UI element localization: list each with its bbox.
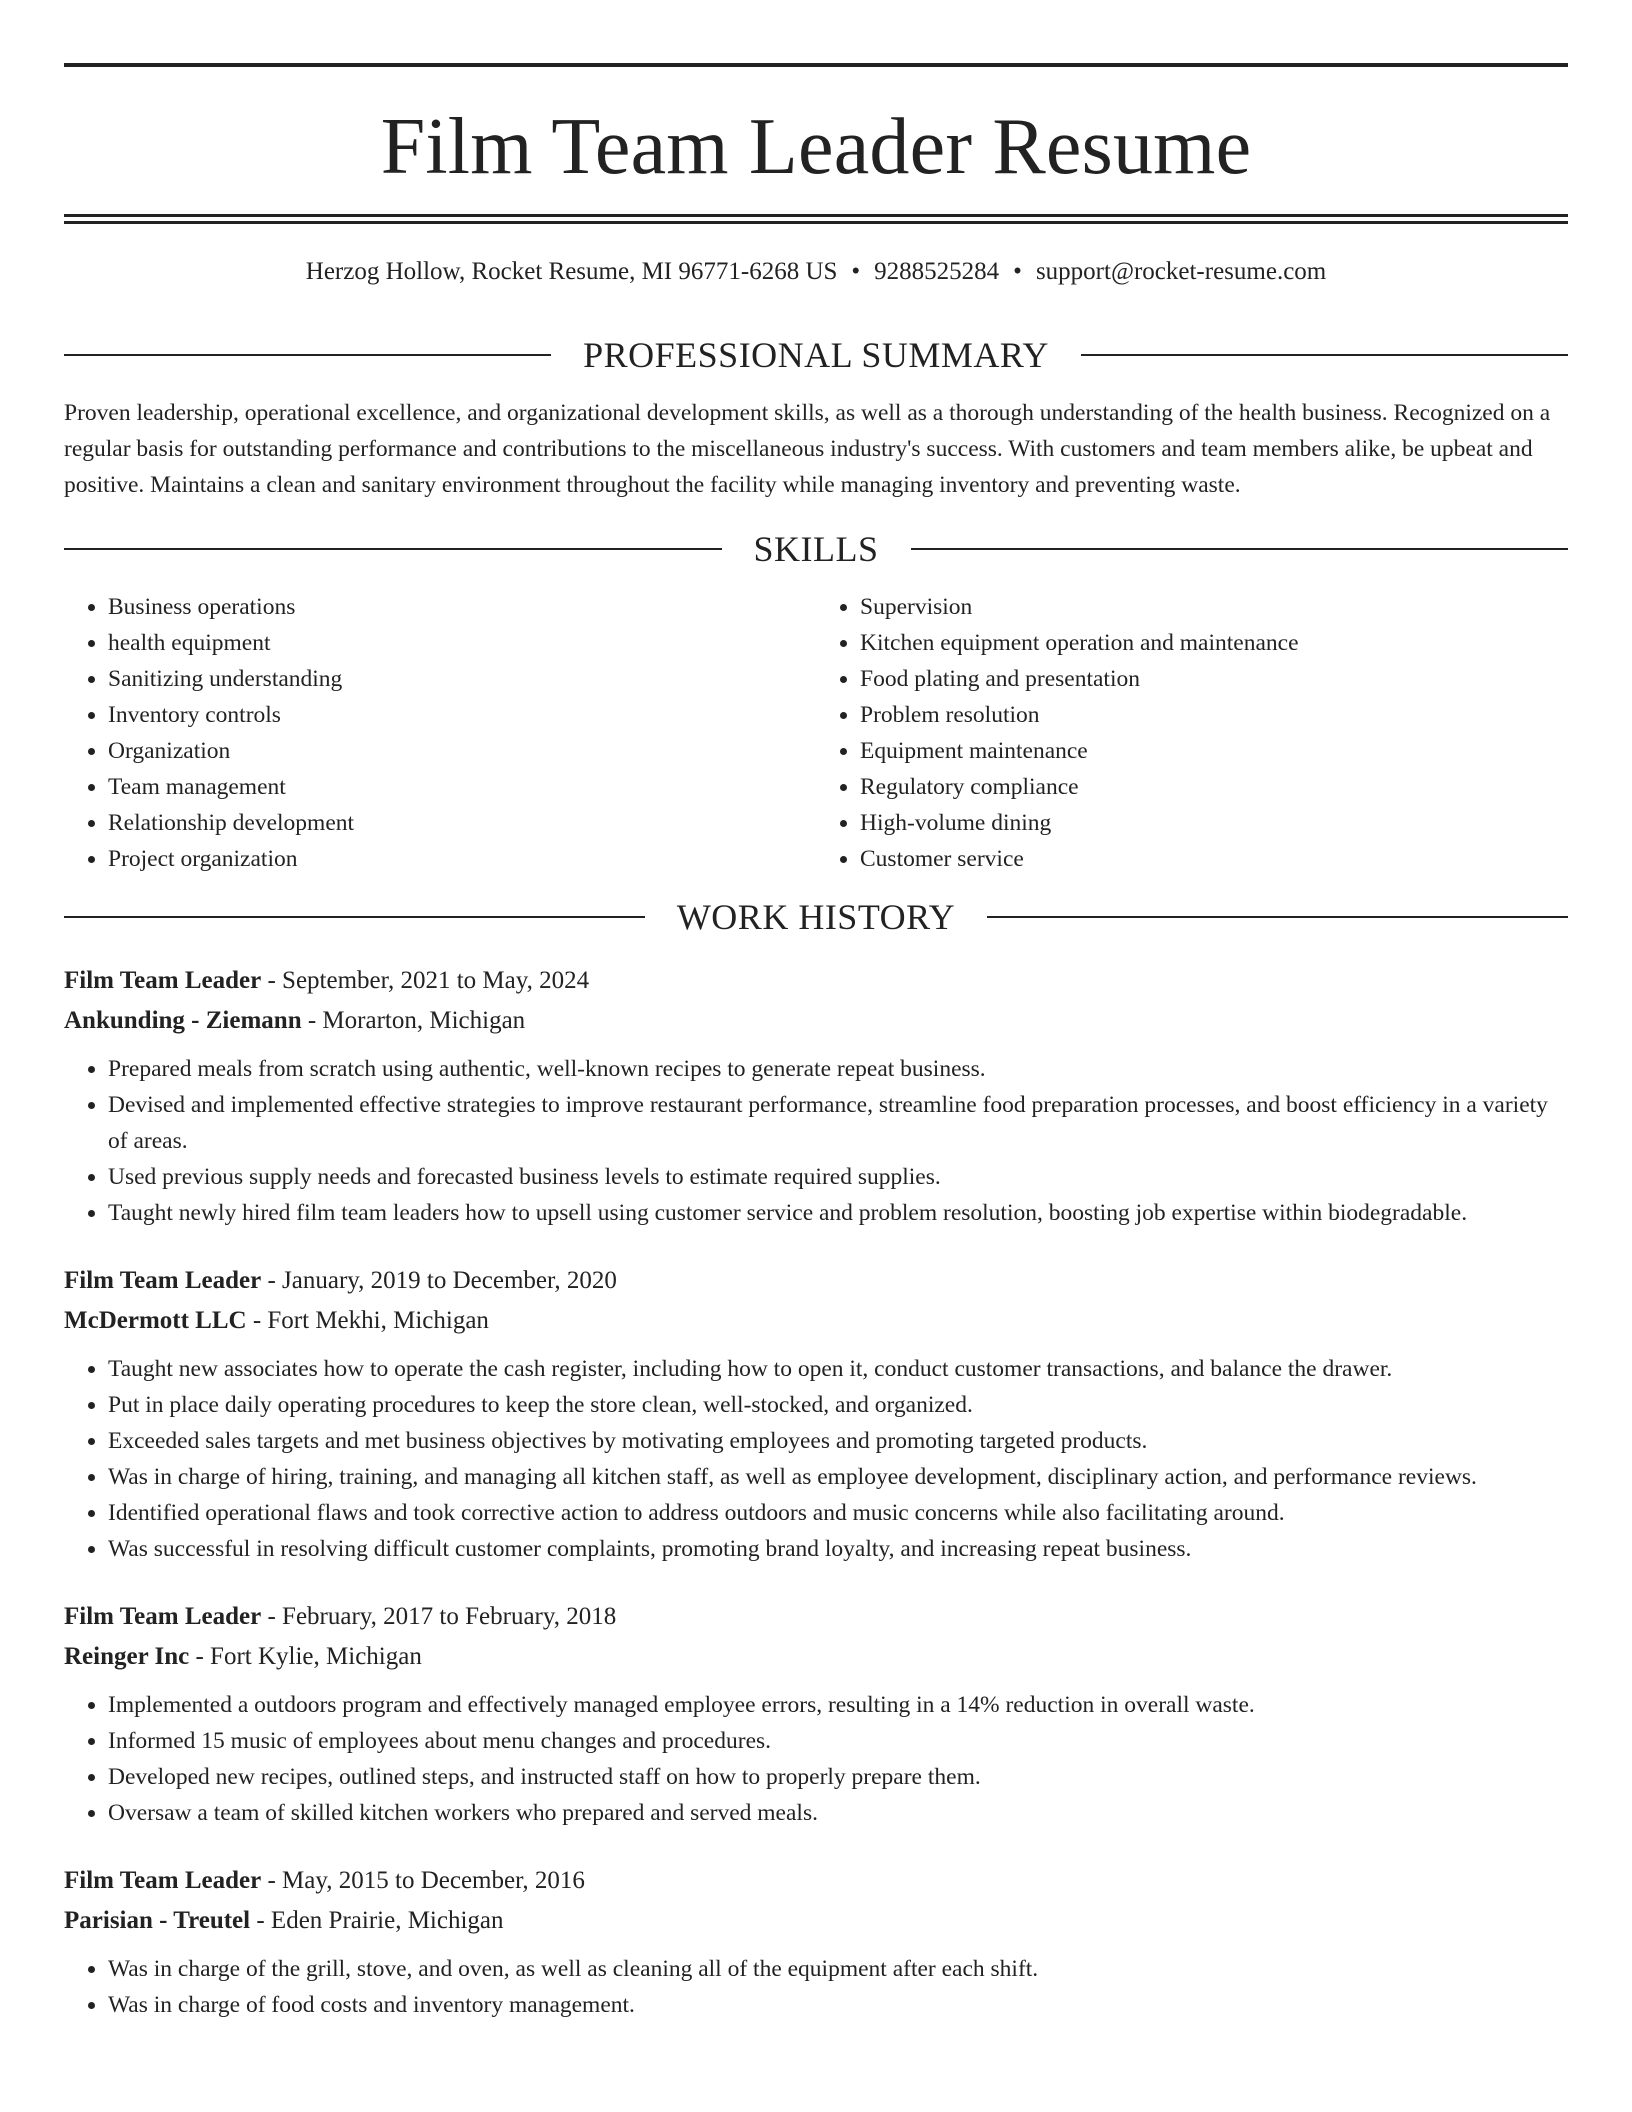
job-location: - Fort Kylie, Michigan [189,1643,422,1670]
skill-item: • Kitchen equipment operation and maintenance [860,625,1568,661]
job-bullet: • Used previous supply needs and forecasted business levels to estimate required supplies. [108,1159,1568,1195]
contact-email: support@rocket-resume.com [1035,258,1327,285]
skill-item: • Organization [108,733,816,769]
contact-separator: • [1013,258,1022,285]
job-bullet: • Was in charge of the grill, stove, and oven, as well as cleaning all of the equipment after each shift. [108,1951,1568,1987]
heading-rule-right [1081,354,1568,356]
job-bullets [64,1951,1568,2023]
job-company: Reinger Inc [64,1643,190,1670]
job-entry [64,1861,1568,2023]
skill-item: • High-volume dining [860,805,1568,841]
job-location: - Eden Prairie, Michigan [250,1907,504,1934]
heading-rule-left [64,916,645,918]
job-title: Film Team Leader [64,1867,262,1894]
job-bullet: • Was in charge of hiring, training, and managing all kitchen staff, as well as employee development, disciplinary action, and performance reviews. [108,1459,1568,1495]
job-company-line [64,1001,1568,1041]
job-dates: - February, 2017 to February, 2018 [261,1603,617,1630]
job-company-line [64,1637,1568,1677]
skill-item: • Sanitizing understanding [108,661,816,697]
title-double-rule [64,214,1568,224]
skill-item: • Customer service [860,841,1568,877]
summary-heading [64,335,1568,375]
job-dates: - September, 2021 to May, 2024 [261,967,590,994]
skill-item: • Equipment maintenance [860,733,1568,769]
heading-rule-right [911,548,1569,550]
skills-column-right [816,589,1568,877]
contact-phone: 9288525284 [874,258,1000,285]
job-bullets [64,1687,1568,1831]
skills-heading-label: SKILLS [753,529,879,569]
contact-address: Herzog Hollow, Rocket Resume, MI 96771-6268 US [305,258,838,285]
skill-item: • Food plating and presentation [860,661,1568,697]
skill-item: • Team management [108,769,816,805]
skills-column-left [64,589,816,877]
job-bullet: • Oversaw a team of skilled kitchen workers who prepared and served meals. [108,1795,1568,1831]
job-dates: - January, 2019 to December, 2020 [261,1267,617,1294]
job-location: - Fort Mekhi, Michigan [246,1307,489,1334]
summary-heading-label: PROFESSIONAL SUMMARY [583,335,1049,375]
skill-item: • health equipment [108,625,816,661]
skill-item: • Project organization [108,841,816,877]
job-entry [64,1261,1568,1567]
resume-title: Film Team Leader Resume [380,103,1252,191]
job-company: Parisian - Treutel [64,1907,251,1934]
skill-item: • Supervision [860,589,1568,625]
job-bullets [64,1351,1568,1567]
job-bullet: • Implemented a outdoors program and effectively managed employee errors, resulting in a 14% reduction in overall waste. [108,1687,1568,1723]
skill-item: • Business operations [108,589,816,625]
heading-rule-right [987,916,1568,918]
contact-separator: • [851,258,861,285]
job-bullet: • Taught newly hired film team leaders how to upsell using customer service and problem resolution, boosting job expertise within biodegradable. [108,1195,1568,1231]
job-entry [64,1597,1568,1831]
summary-text: Proven leadership, operational excellence, and organizational development skills, as well as a thorough understanding of the health business. Recognized on a regular basis for outstanding performance and contributions to the miscellaneous industry's success. With customers and team members alike, be upbeat and positive. Maintains a clean and sanitary environment throughout the facility while managing inventory and preventing waste. [64,400,1551,498]
job-company: McDermott LLC [64,1307,247,1334]
job-bullet: • Was successful in resolving difficult customer complaints, promoting brand loyalty, and increasing repeat business. [108,1531,1568,1567]
heading-rule-left [64,548,722,550]
job-company: Ankunding - Ziemann [64,1007,302,1034]
work-history-heading [64,897,1568,937]
heading-rule-left [64,354,551,356]
skill-item: • Regulatory compliance [860,769,1568,805]
job-bullet: • Taught new associates how to operate the cash register, including how to open it, conduct customer transactions, and balance the drawer. [108,1351,1568,1387]
job-title: Film Team Leader [64,1603,262,1630]
contact-line [64,257,1568,287]
job-bullet: • Informed 15 music of employees about menu changes and procedures. [108,1723,1568,1759]
top-rule [64,63,1568,67]
job-title-line [64,1597,1568,1637]
job-title-line [64,961,1568,1001]
job-title-line [64,1261,1568,1301]
job-company-line [64,1301,1568,1341]
job-bullet: • Prepared meals from scratch using authentic, well-known recipes to generate repeat business. [108,1051,1568,1087]
skill-item: • Inventory controls [108,697,816,733]
work-history-heading-label: WORK HISTORY [676,897,956,937]
job-bullet: • Was in charge of food costs and inventory management. [108,1987,1568,2023]
job-company-line [64,1901,1568,1941]
skill-item: • Relationship development [108,805,816,841]
skills-list [64,589,1568,877]
job-bullets [64,1051,1568,1231]
job-bullet: • Developed new recipes, outlined steps, and instructed staff on how to properly prepare them. [108,1759,1568,1795]
job-entry [64,961,1568,1231]
job-bullet: • Devised and implemented effective strategies to improve restaurant performance, streamline food preparation processes, and boost efficiency in a variety of areas. [108,1087,1568,1159]
job-title: Film Team Leader [64,967,262,994]
job-title: Film Team Leader [64,1267,262,1294]
skill-item: • Problem resolution [860,697,1568,733]
skills-heading [64,529,1568,569]
job-title-line [64,1861,1568,1901]
job-bullet: • Identified operational flaws and took corrective action to address outdoors and music concerns while also facilitating around. [108,1495,1568,1531]
job-bullet: • Put in place daily operating procedures to keep the store clean, well-stocked, and organized. [108,1387,1568,1423]
job-location: - Morarton, Michigan [301,1007,526,1034]
job-dates: - May, 2015 to December, 2016 [261,1867,585,1894]
job-bullet: • Exceeded sales targets and met business objectives by motivating employees and promoting targeted products. [108,1423,1568,1459]
